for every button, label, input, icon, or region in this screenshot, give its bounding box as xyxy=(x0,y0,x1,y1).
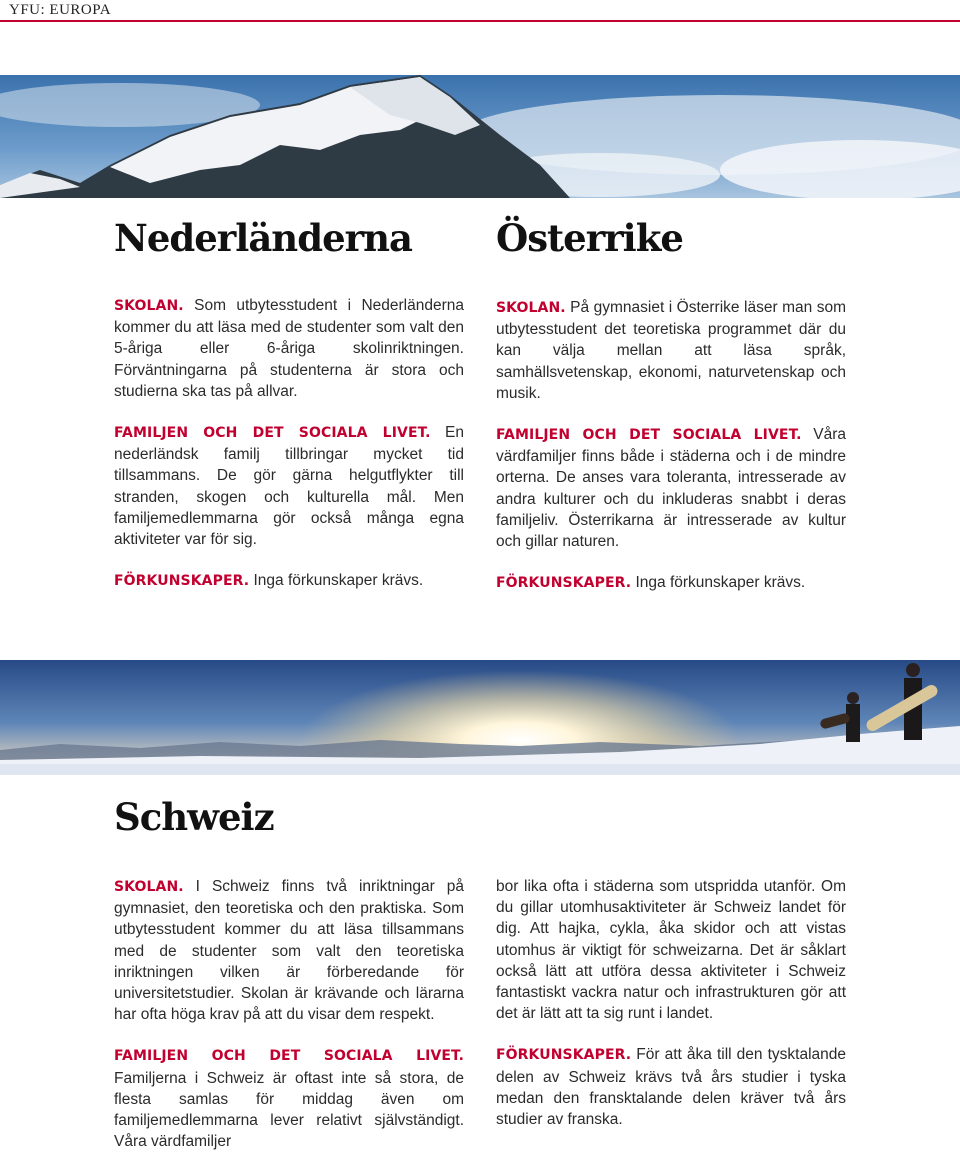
text-forkunskaper: För att åka till den tysktalande delen av Schweiz krävs två års studier i tyska medan den fransktalande delen kräver två års studier av franska. xyxy=(496,1046,846,1129)
keyword-skolan: SKOLAN. xyxy=(114,298,184,314)
paragraph-skolan xyxy=(114,876,464,1025)
keyword-familjen: FAMILJEN OCH DET SOCIALA LIVET. xyxy=(114,425,431,442)
text-familjen: En nederländsk familj tillbringar mycket tid tillsammans. De gör gärna helgutflykter till stranden, skogen och kulturella mål. Men familjemedlemmarna gör också många egna aktiviteter var för sig. xyxy=(114,424,464,549)
column-schweiz-right xyxy=(496,876,846,1150)
keyword-skolan: SKOLAN. xyxy=(114,879,184,895)
text-forkunskaper: Inga förkunskaper krävs. xyxy=(249,572,424,590)
paragraph-forkunskaper xyxy=(496,1044,846,1130)
text-skolan: På gymnasiet i Österrike läser man som utbytesstudent det teoretiska programmet där du kan välja mellan att läsa språk, samhällsvetenskap, ekonomi, naturvetenskap och musik. xyxy=(496,299,846,402)
paragraph-forkunskaper xyxy=(496,572,846,594)
paragraph-skolan xyxy=(496,297,846,404)
keyword-familjen: FAMILJEN OCH DET SOCIALA LIVET. xyxy=(496,427,802,444)
running-head: YFU: EUROPA xyxy=(9,2,112,18)
snowboard-photo xyxy=(0,660,960,775)
paragraph-familjen xyxy=(114,1045,464,1152)
paragraph-familjen xyxy=(114,422,464,550)
column-nederlanderna xyxy=(114,295,464,612)
title-osterrike: Österrike xyxy=(496,216,683,260)
paragraph-familjen xyxy=(496,424,846,552)
title-nederlanderna: Nederländerna xyxy=(114,216,412,260)
keyword-familjen: FAMILJEN OCH DET SOCIALA LIVET. xyxy=(114,1048,464,1065)
text-forkunskaper: Inga förkunskaper krävs. xyxy=(631,574,806,592)
keyword-forkunskaper: FÖRKUNSKAPER. xyxy=(496,575,632,592)
paragraph-forkunskaper xyxy=(114,570,464,592)
text-skolan: Som utbytesstudent i Nederländerna kommer du att läsa med de studenter som valt den 5-åriga eller 6-åriga skolinriktningen. Förväntningarna på studenterna är stora och studierna ska tas på allvar. xyxy=(114,297,464,400)
column-schweiz-left xyxy=(114,876,464,1152)
keyword-skolan: SKOLAN. xyxy=(496,300,566,316)
paragraph-continued: bor lika ofta i städerna som utspridda utanför. Om du gillar utomhusaktiviteter är Schweiz landet för dig. Att hajka, cykla, åka skidor och att vistas utomhus är viktigt för schweizarna. Det är såklart också lätt att utföra dessa aktiviteter i Schweiz fantastiskt vackra natur och infrastrukturen gör att det är lätt att ta sig runt i landet. xyxy=(496,878,846,1023)
header-rule xyxy=(0,20,960,22)
text-familjen: Våra värdfamiljer finns både i städerna och i de mindre orterna. De anses vara toleranta, intresserade av andra kulturer och du inkluderas snabbt i deras familjeliv. Österrikarna är intresserade av kultur och gillar naturen. xyxy=(496,426,846,551)
title-schweiz: Schweiz xyxy=(114,795,274,839)
text-skolan: I Schweiz finns två inriktningar på gymnasiet, den teoretiska och den praktiska. Som utbytesstudent kommer du att läsa tillsammans med de studenter som valt den teoretiska inriktningen vilken är förberedande för universitetstudier. Skolan är krävande och lärarna har ofta höga krav på att du visar dem respekt. xyxy=(114,878,464,1024)
keyword-forkunskaper: FÖRKUNSKAPER. xyxy=(496,1047,632,1064)
mountain-photo xyxy=(0,75,960,198)
paragraph-skolan xyxy=(114,295,464,402)
text-familjen: Familjerna i Schweiz är oftast inte så stora, de flesta samlas för middag även om familjemedlemmarna lever relativt självständigt. Våra värdfamiljer xyxy=(114,1069,464,1151)
column-osterrike xyxy=(496,297,846,614)
keyword-forkunskaper: FÖRKUNSKAPER. xyxy=(114,573,250,590)
